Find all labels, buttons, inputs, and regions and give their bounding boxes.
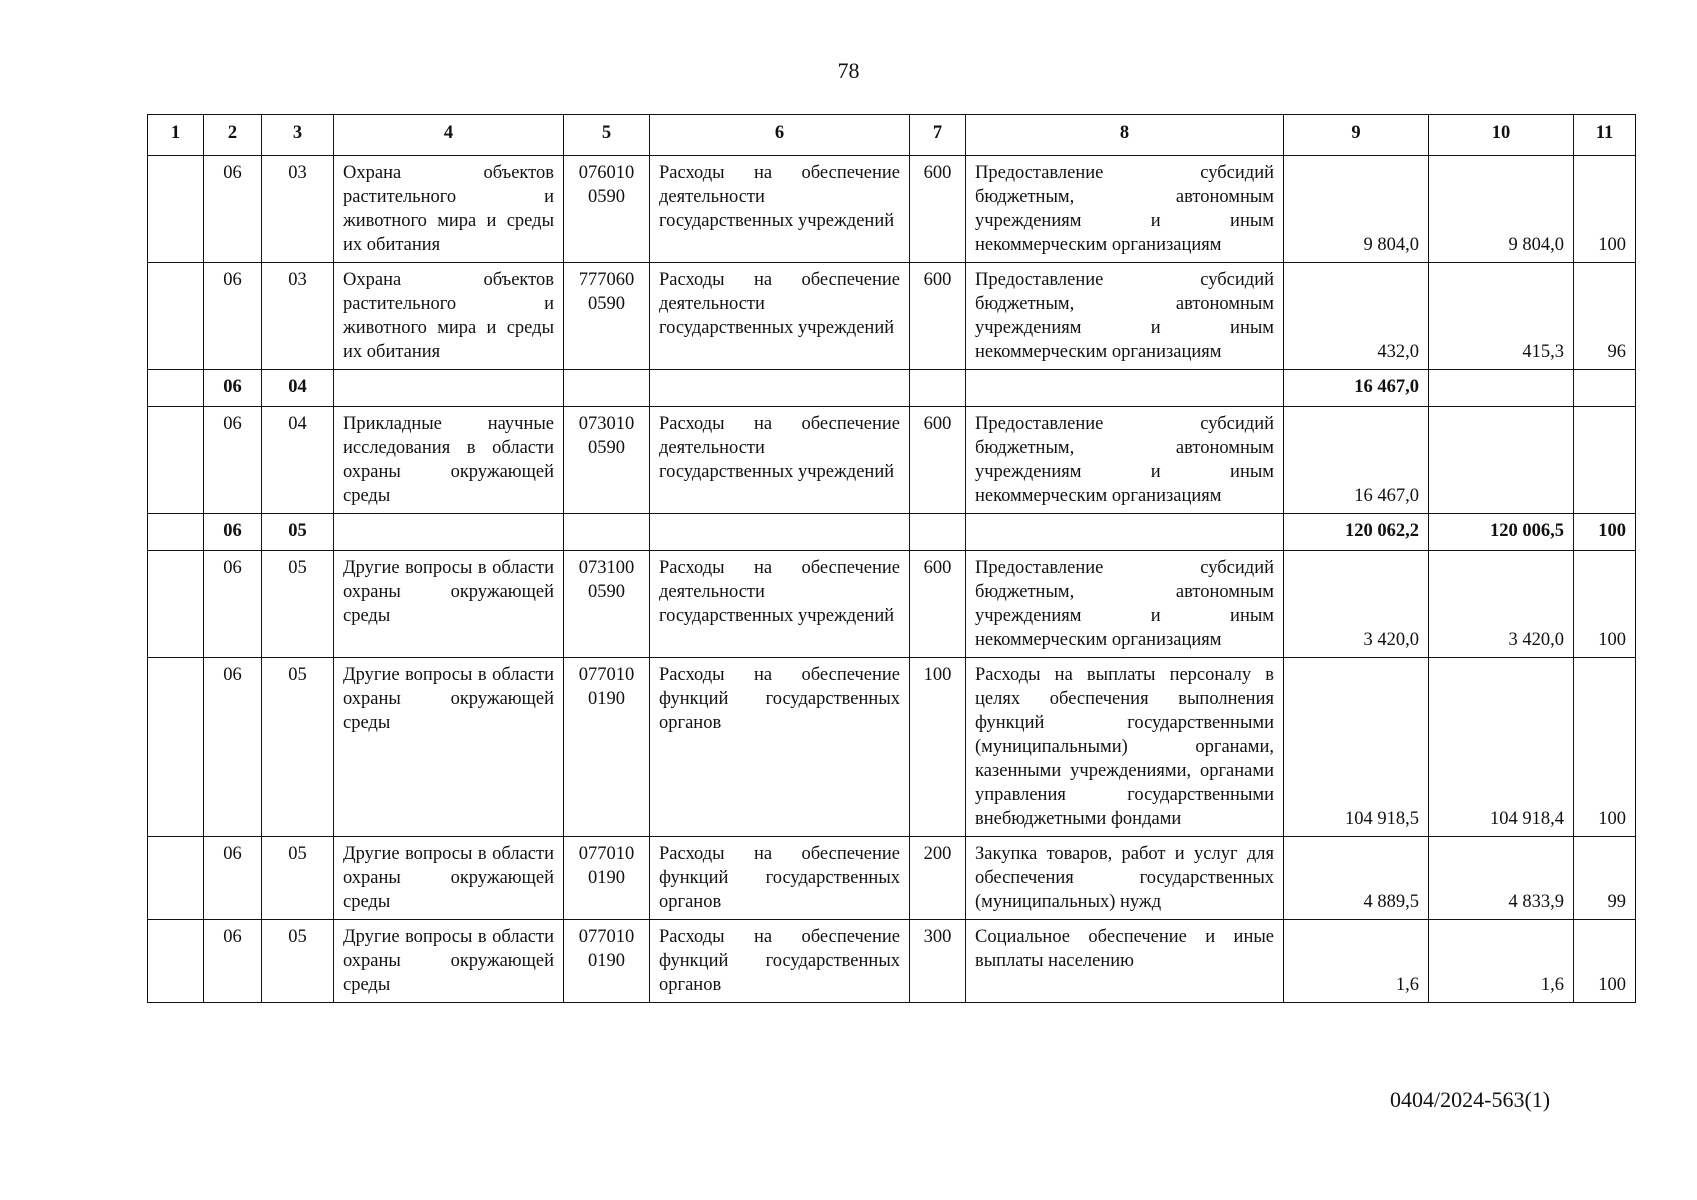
cell-planned-amount: 1,6 <box>1284 920 1429 1003</box>
header-cell: 6 <box>650 115 910 156</box>
cell-percent <box>1574 370 1636 407</box>
cell-article-name: Расходы на обеспечение деятельности государственных учреждений <box>650 156 910 263</box>
cell-section: 06 <box>204 920 262 1003</box>
cell-percent: 100 <box>1574 920 1636 1003</box>
cell-expense-type: 200 <box>910 837 966 920</box>
cell-col-1 <box>148 370 204 407</box>
cell-col-1 <box>148 837 204 920</box>
cell-expense-type <box>910 514 966 551</box>
cell-expense-type-name: Предоставление субсидий бюджетным, автономным учреждениям и иным некоммерческим организациям <box>966 551 1284 658</box>
cell-expense-type: 600 <box>910 407 966 514</box>
cell-subsection: 05 <box>262 658 334 837</box>
cell-article-name: Расходы на обеспечение функций государственных органов <box>650 920 910 1003</box>
cell-subsection: 03 <box>262 263 334 370</box>
cell-target-article: 777060 0590 <box>564 263 650 370</box>
cell-article-name: Расходы на обеспечение функций государственных органов <box>650 837 910 920</box>
cell-subsection-name: Охрана объектов растительного и животного мира и среды их обитания <box>334 263 564 370</box>
cell-target-article <box>564 370 650 407</box>
cell-target-article: 077010 0190 <box>564 837 650 920</box>
cell-target-article <box>564 514 650 551</box>
cell-section: 06 <box>204 156 262 263</box>
cell-percent: 100 <box>1574 514 1636 551</box>
document-code: 0404/2024-563(1) <box>1390 1087 1551 1112</box>
subtotal-row <box>148 514 1636 551</box>
cell-expense-type-name: Социальное обеспечение и иные выплаты населению <box>966 920 1284 1003</box>
cell-subsection-name: Другие вопросы в области охраны окружающей среды <box>334 551 564 658</box>
header-cell: 1 <box>148 115 204 156</box>
header-cell: 2 <box>204 115 262 156</box>
cell-subsection: 03 <box>262 156 334 263</box>
cell-actual-amount: 415,3 <box>1429 263 1574 370</box>
cell-section: 06 <box>204 370 262 407</box>
cell-subsection: 05 <box>262 514 334 551</box>
table-row <box>148 407 1636 514</box>
cell-planned-amount: 432,0 <box>1284 263 1429 370</box>
cell-target-article: 077010 0190 <box>564 658 650 837</box>
cell-article-name: Расходы на обеспечение функций государственных органов <box>650 658 910 837</box>
cell-col-1 <box>148 156 204 263</box>
cell-col-1 <box>148 658 204 837</box>
table-row <box>148 551 1636 658</box>
cell-percent: 99 <box>1574 837 1636 920</box>
cell-percent: 96 <box>1574 263 1636 370</box>
cell-actual-amount: 4 833,9 <box>1429 837 1574 920</box>
header-row <box>148 115 1636 156</box>
cell-article-name: Расходы на обеспечение деятельности государственных учреждений <box>650 263 910 370</box>
table-row <box>148 837 1636 920</box>
cell-col-1 <box>148 551 204 658</box>
cell-article-name: Расходы на обеспечение деятельности государственных учреждений <box>650 407 910 514</box>
cell-subsection-name: Прикладные научные исследования в области охраны окружающей среды <box>334 407 564 514</box>
header-cell: 9 <box>1284 115 1429 156</box>
cell-expense-type-name: Предоставление субсидий бюджетным, автономным учреждениям и иным некоммерческим организациям <box>966 407 1284 514</box>
cell-section: 06 <box>204 407 262 514</box>
cell-planned-amount: 9 804,0 <box>1284 156 1429 263</box>
cell-expense-type: 300 <box>910 920 966 1003</box>
cell-planned-amount: 104 918,5 <box>1284 658 1429 837</box>
cell-article-name <box>650 370 910 407</box>
cell-actual-amount <box>1429 407 1574 514</box>
subtotal-row <box>148 370 1636 407</box>
cell-expense-type <box>910 370 966 407</box>
cell-planned-amount: 4 889,5 <box>1284 837 1429 920</box>
cell-target-article: 073100 0590 <box>564 551 650 658</box>
cell-actual-amount: 1,6 <box>1429 920 1574 1003</box>
cell-subsection: 05 <box>262 837 334 920</box>
cell-subsection: 04 <box>262 407 334 514</box>
cell-section: 06 <box>204 514 262 551</box>
cell-subsection-name <box>334 514 564 551</box>
cell-target-article: 077010 0190 <box>564 920 650 1003</box>
cell-expense-type: 600 <box>910 263 966 370</box>
cell-percent <box>1574 407 1636 514</box>
cell-actual-amount: 104 918,4 <box>1429 658 1574 837</box>
table-row <box>148 263 1636 370</box>
cell-subsection-name: Охрана объектов растительного и животного мира и среды их обитания <box>334 156 564 263</box>
cell-col-1 <box>148 514 204 551</box>
header-cell: 10 <box>1429 115 1574 156</box>
page-number: 78 <box>837 58 860 83</box>
cell-target-article: 076010 0590 <box>564 156 650 263</box>
cell-actual-amount: 3 420,0 <box>1429 551 1574 658</box>
cell-subsection-name: Другие вопросы в области охраны окружающей среды <box>334 837 564 920</box>
cell-section: 06 <box>204 658 262 837</box>
table-body <box>148 156 1636 1003</box>
cell-planned-amount: 120 062,2 <box>1284 514 1429 551</box>
cell-planned-amount: 16 467,0 <box>1284 407 1429 514</box>
header-cell: 8 <box>966 115 1284 156</box>
cell-section: 06 <box>204 837 262 920</box>
cell-actual-amount: 120 006,5 <box>1429 514 1574 551</box>
cell-subsection-name <box>334 370 564 407</box>
cell-planned-amount: 16 467,0 <box>1284 370 1429 407</box>
cell-actual-amount: 9 804,0 <box>1429 156 1574 263</box>
cell-percent: 100 <box>1574 658 1636 837</box>
cell-section: 06 <box>204 263 262 370</box>
cell-col-1 <box>148 407 204 514</box>
cell-expense-type-name: Закупка товаров, работ и услуг для обеспечения государственных (муниципальных) нужд <box>966 837 1284 920</box>
cell-expense-type: 100 <box>910 658 966 837</box>
cell-subsection-name: Другие вопросы в области охраны окружающей среды <box>334 658 564 837</box>
cell-expense-type-name: Расходы на выплаты персоналу в целях обеспечения выполнения функций государственными (муниципальными) органами, казенными учреждениями, органами управления государственными внебюджетными фондами <box>966 658 1284 837</box>
cell-expense-type: 600 <box>910 551 966 658</box>
header-cell: 7 <box>910 115 966 156</box>
cell-expense-type-name: Предоставление субсидий бюджетным, автономным учреждениям и иным некоммерческим организациям <box>966 263 1284 370</box>
cell-section: 06 <box>204 551 262 658</box>
cell-subsection-name: Другие вопросы в области охраны окружающей среды <box>334 920 564 1003</box>
header-cell: 3 <box>262 115 334 156</box>
table-row <box>148 658 1636 837</box>
cell-actual-amount <box>1429 370 1574 407</box>
budget-table <box>147 114 1636 1003</box>
cell-percent: 100 <box>1574 551 1636 658</box>
header-cell: 11 <box>1574 115 1636 156</box>
cell-percent: 100 <box>1574 156 1636 263</box>
cell-article-name <box>650 514 910 551</box>
cell-target-article: 073010 0590 <box>564 407 650 514</box>
cell-expense-type-name <box>966 514 1284 551</box>
table-row <box>148 920 1636 1003</box>
cell-article-name: Расходы на обеспечение деятельности государственных учреждений <box>650 551 910 658</box>
cell-col-1 <box>148 920 204 1003</box>
header-cell: 5 <box>564 115 650 156</box>
cell-subsection: 04 <box>262 370 334 407</box>
cell-col-1 <box>148 263 204 370</box>
cell-subsection: 05 <box>262 920 334 1003</box>
cell-planned-amount: 3 420,0 <box>1284 551 1429 658</box>
cell-expense-type: 600 <box>910 156 966 263</box>
cell-expense-type-name <box>966 370 1284 407</box>
cell-subsection: 05 <box>262 551 334 658</box>
table-row <box>148 156 1636 263</box>
header-cell: 4 <box>334 115 564 156</box>
cell-expense-type-name: Предоставление субсидий бюджетным, автономным учреждениям и иным некоммерческим организациям <box>966 156 1284 263</box>
